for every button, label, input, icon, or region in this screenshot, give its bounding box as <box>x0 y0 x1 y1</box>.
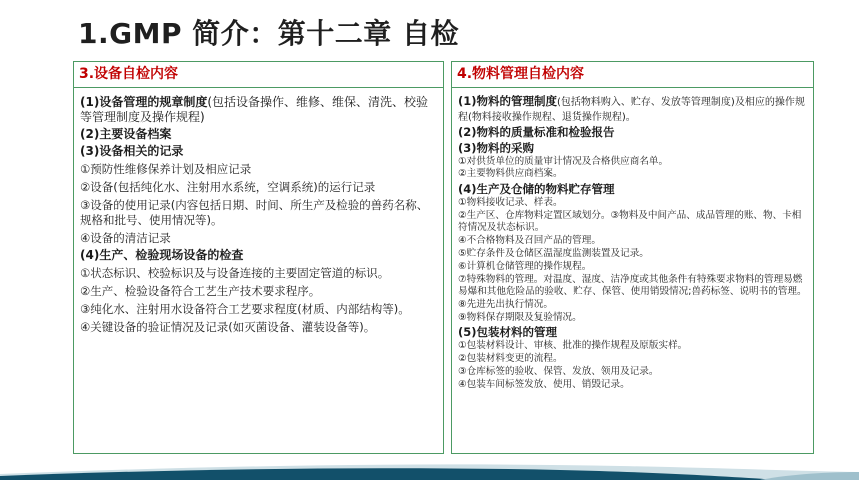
list-item: ①物料接收记录、样表。 <box>458 196 563 208</box>
section-heading <box>458 142 807 156</box>
list-item: ⑤贮存条件及仓储区温湿度监测装置及记录。 <box>458 247 649 259</box>
list-item: ⑨物料保存期限及复验情况。 <box>458 311 582 323</box>
panel-body <box>74 88 443 335</box>
heading-bold: (1)设备管理的规章制度 <box>80 95 208 109</box>
list-item: ②主要物料供应商档案。 <box>458 168 563 180</box>
section-heading <box>458 183 807 197</box>
panel-body <box>452 88 813 392</box>
list-item: ②设备(包括纯化水、注射用水系统，空调系统)的运行记录 <box>80 180 376 194</box>
section-heading <box>458 95 807 124</box>
heading-bold: (3)设备相关的记录 <box>80 144 184 158</box>
heading-detail: (包括设备操作、维修、维保、清洗、校验等管理制度及操作规程) <box>80 95 429 124</box>
list-item: ①对供货单位的质量审计情况及合格供应商名单。 <box>458 155 669 167</box>
panel-header: 3.设备自检内容 <box>74 62 443 88</box>
list-item: ⑧先进先出执行情况。 <box>458 299 553 311</box>
heading-bold: (4)生产及仓储的物料贮存管理 <box>458 181 615 196</box>
heading-bold: (2)主要设备档案 <box>80 127 172 141</box>
section-heading <box>458 326 807 340</box>
list-item: ①预防性维修保养计划及相应记录 <box>80 162 252 176</box>
bottom-decoration-band <box>0 460 859 480</box>
section-heading <box>458 126 807 140</box>
list-item: ②生产、检验设备符合工艺生产技术要求程序。 <box>80 284 321 298</box>
list-item: ⑦特殊物料的管理。对温度、湿度、洁净度或其他条件有特殊要求物料的管理易燃易爆和其他危险品的验收、贮存、保管、使用销毁情况;兽药标签、说明书的管理。 <box>458 273 807 298</box>
list-item: ⑥计算机仓储管理的操作规程。 <box>458 260 592 272</box>
section-heading <box>80 127 437 142</box>
section-heading <box>80 248 437 263</box>
heading-detail: (包括物料购入、贮存、发放等管理制度)及相应的操作规程(物料接收操作规程、退货操作规程)。 <box>458 97 805 123</box>
material-selfcheck-panel <box>451 61 814 454</box>
heading-bold: (4)生产、检验现场设备的检查 <box>80 248 244 262</box>
list-item: ③纯化水、注射用水设备符合工艺要求程度(材质、内部结构等)。 <box>80 302 410 316</box>
heading-bold: (5)包装材料的管理 <box>458 325 558 340</box>
panel-header: 4.物料管理自检内容 <box>452 62 813 88</box>
list-item: ④设备的清洁记录 <box>80 231 171 245</box>
list-item: ④不合格物料及召回产品的管理。 <box>458 235 601 247</box>
list-item: ③设备的使用记录(内容包括日期、时间、所生产及检验的兽药名称、规格和批号、使用情况等)。 <box>80 198 429 227</box>
section-heading <box>80 95 437 125</box>
list-item: ②生产区、仓库物料定置区域划分。③物料及中间产品、成品管理的账、物、卡相符情况及状态标识。 <box>458 209 802 234</box>
section-heading <box>80 144 437 159</box>
heading-bold: (2)物料的质量标准和检验报告 <box>458 125 615 139</box>
list-item: ②包装材料变更的流程。 <box>458 353 563 365</box>
heading-bold: (1)物料的管理制度 <box>458 94 558 108</box>
equipment-selfcheck-panel <box>73 61 444 454</box>
list-item: ①包装材料设计、审核、批准的操作规程及原版实样。 <box>458 340 688 352</box>
list-item: ①状态标识、校验标识及与设备连接的主要固定管道的标识。 <box>80 266 390 280</box>
list-item: ④关键设备的验证情况及记录(如灭菌设备、灌装设备等)。 <box>80 320 376 334</box>
list-item: ④包装车间标签发放、使用、销毁记录。 <box>458 379 630 391</box>
slide-title: 1.GMP 简介：第十二章 自检 <box>78 17 459 50</box>
heading-bold: (3)物料的采购 <box>458 140 535 155</box>
list-item: ③仓库标签的验收、保管、发放、领用及记录。 <box>458 366 659 378</box>
